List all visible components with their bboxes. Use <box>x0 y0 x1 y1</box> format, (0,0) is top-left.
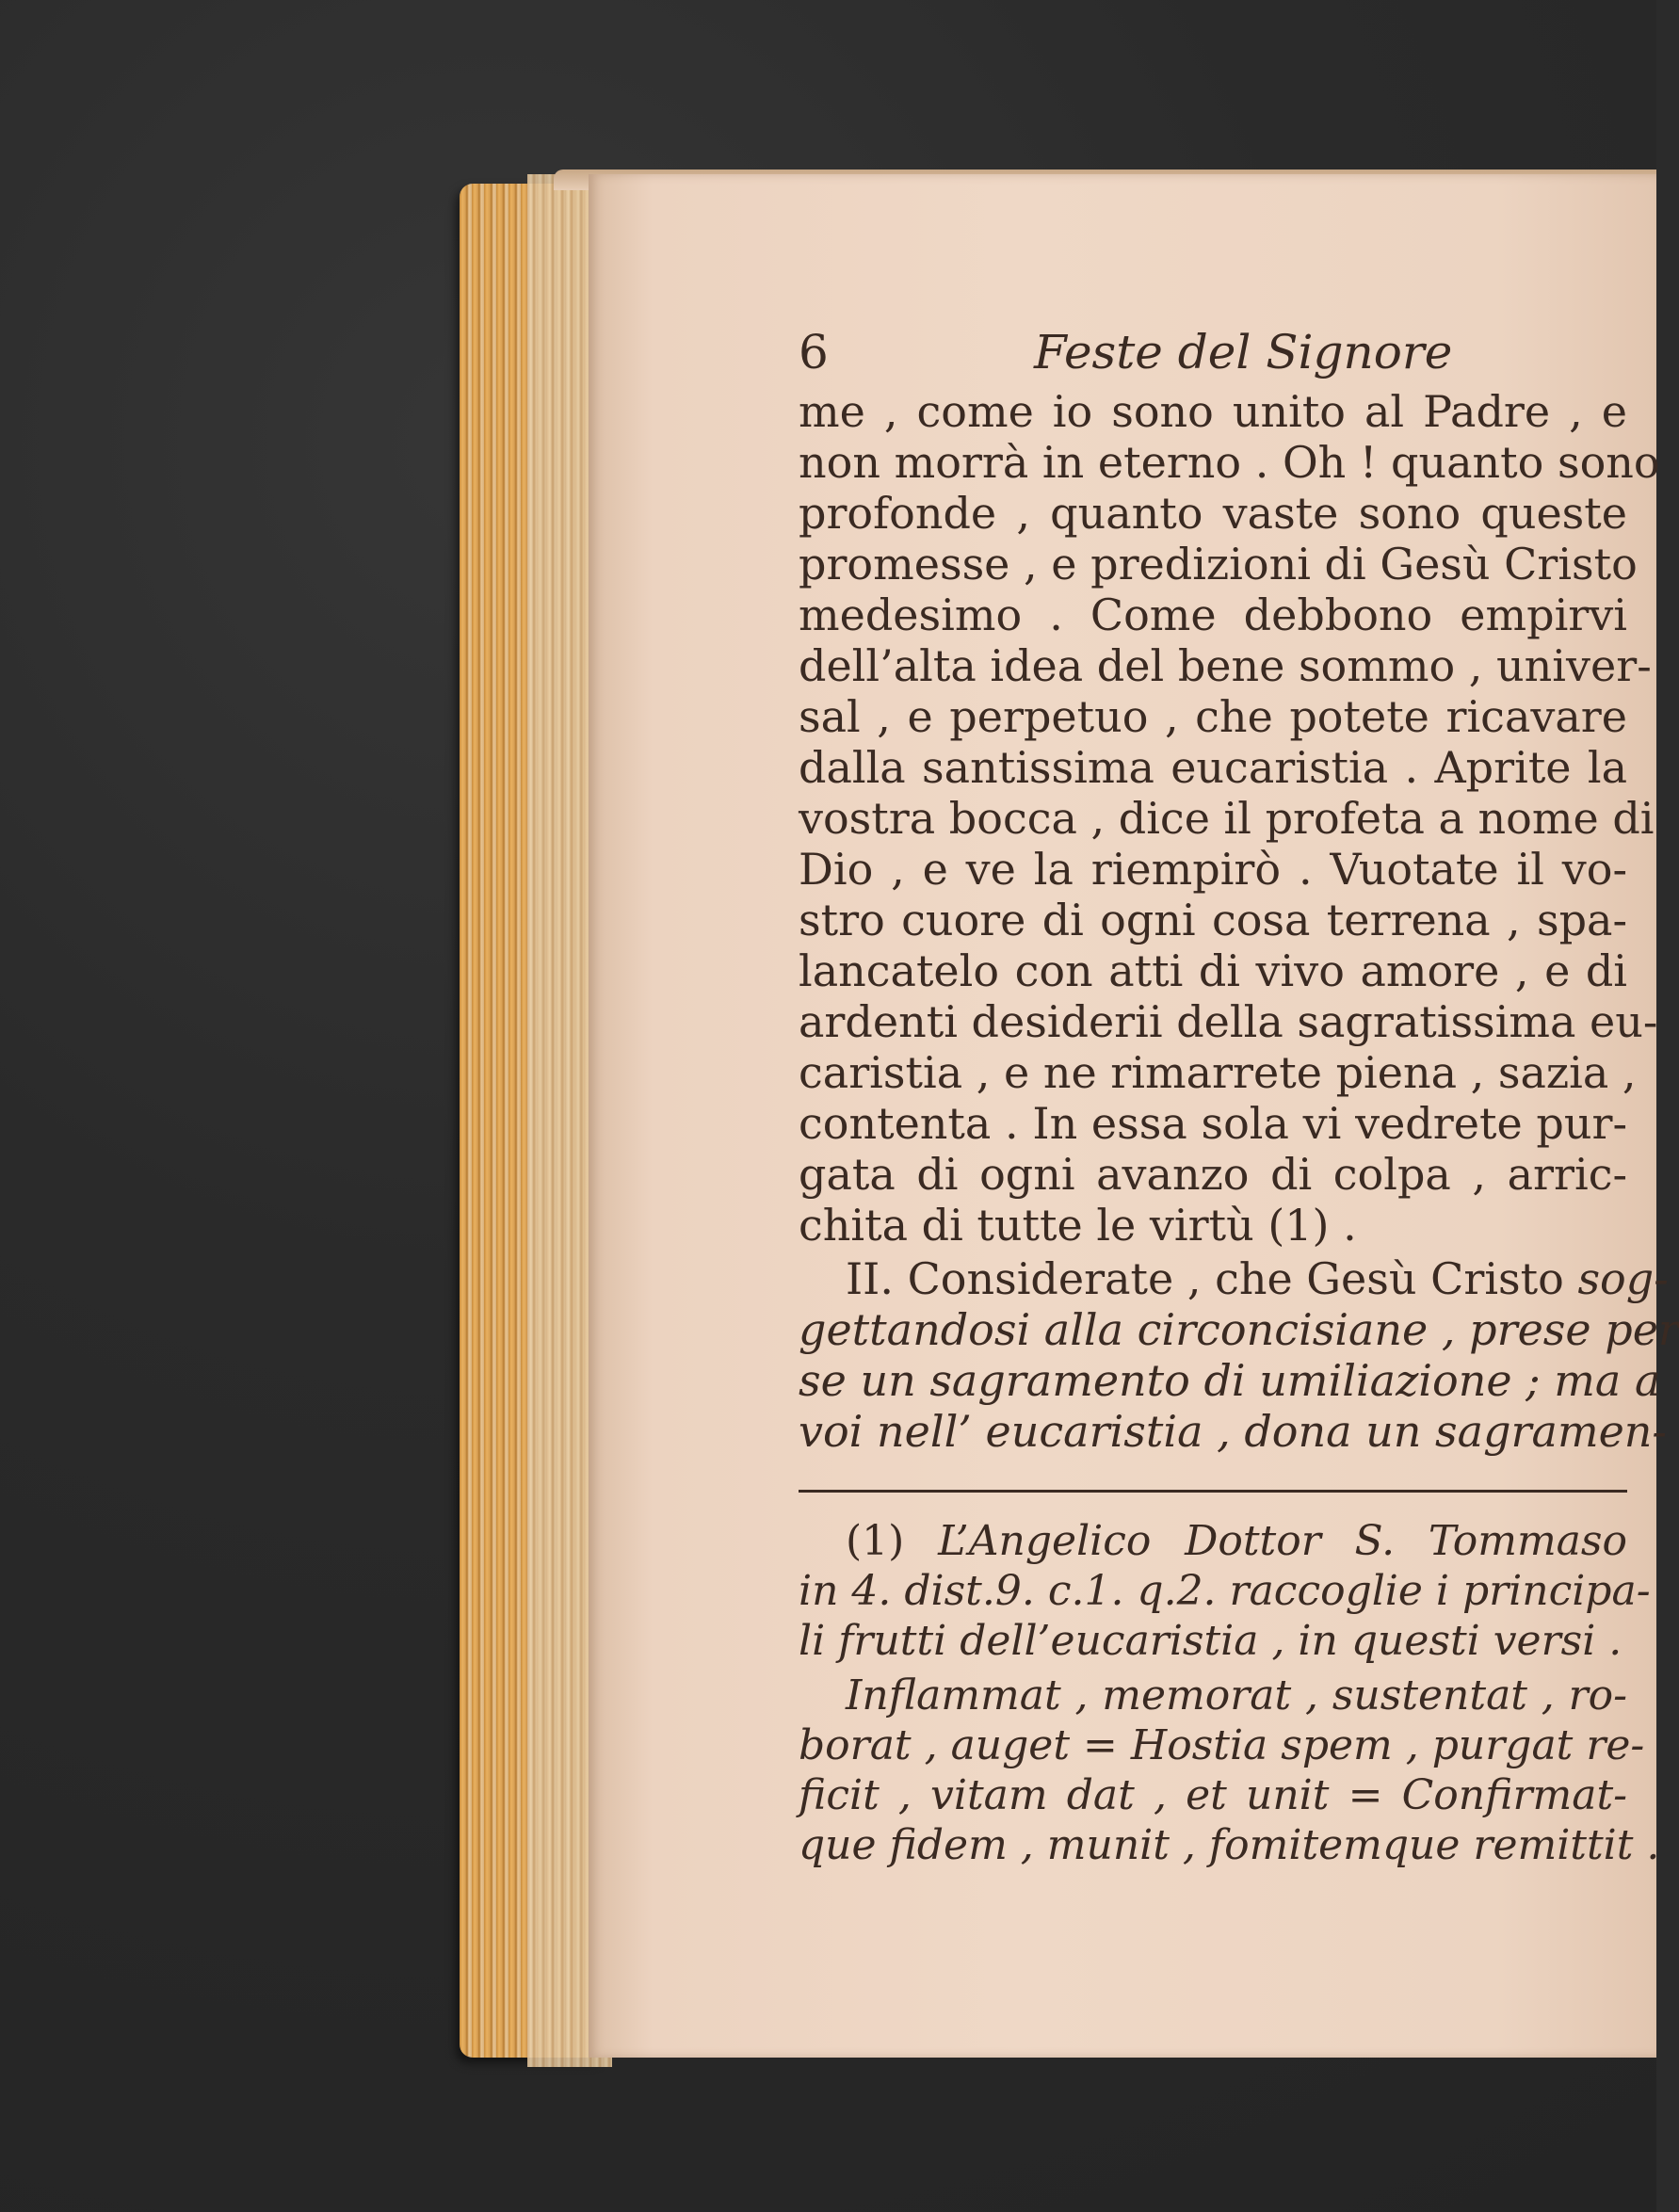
body-line: caristia , e ne rimarrete piena , sazia , <box>799 1047 1637 1098</box>
body-line: dell’alta idea del bene sommo , univer- <box>799 640 1652 691</box>
footnote-mark: (1) <box>846 1517 905 1565</box>
footnote-title: L’Angelico Dottor S. Tommaso <box>938 1517 1627 1565</box>
body-line: promesse , e predizioni di Gesù Cristo <box>799 539 1638 589</box>
footnote-verse: que fidem , munit , fomitemque remittit . <box>799 1821 1660 1869</box>
footnote-rule <box>799 1490 1627 1493</box>
footnote-line1 <box>846 1516 1627 1566</box>
body-line: medesimo . Come debbono empirvi <box>799 589 1627 640</box>
body-line: ardenti desiderii della sagratissima eu- <box>799 996 1658 1047</box>
footnote-verse: borat , auget = Hostia spem , purgat re- <box>799 1721 1645 1769</box>
body-line: contenta . In essa sola vi vedrete pur- <box>799 1098 1627 1149</box>
body-line: me , come io sono unito al Padre , e <box>799 386 1627 437</box>
running-title: Feste del Signore <box>1034 325 1453 379</box>
footnote-line: in 4. dist.9. c.1. q.2. raccoglie i principa- <box>799 1567 1651 1615</box>
body-line: non morrà in eterno . Oh ! quanto sono <box>799 437 1660 488</box>
body-line: gata di ogni avanzo di colpa , arric- <box>799 1149 1627 1200</box>
footnote-verse: ficit , vitam dat , et unit = Confirmat- <box>799 1771 1627 1819</box>
section-ii-line: gettandosi alla circoncisiane , prese per <box>799 1304 1679 1355</box>
section-ii-line: se un sagramento di umiliazione ; ma a <box>799 1355 1661 1406</box>
section-ii-line1 <box>846 1253 1669 1304</box>
body-line: vostra bocca , dice il profeta a nome di <box>799 793 1655 844</box>
body-line: sal , e perpetuo , che potete ricavare <box>799 691 1627 742</box>
body-line: lancatelo con atti di vivo amore , e di <box>799 945 1627 996</box>
body-line: stro cuore di ogni cosa terrena , spa- <box>799 895 1627 945</box>
footnote-verse: Inflammat , memorat , sustentat , ro- <box>846 1671 1627 1720</box>
body-line: chita di tutte le virtù (1) . <box>799 1200 1357 1251</box>
body-line: Dio , e ve la riempirò . Vuotate il vo- <box>799 844 1627 895</box>
footnote-line: li frutti dell’eucaristia , in questi versi . <box>799 1617 1622 1665</box>
page-number: 6 <box>799 325 829 379</box>
section-ii-italic-start: sog- <box>1577 1253 1669 1304</box>
section-ii-line: voi nell’ eucaristia , dona un sagramen- <box>799 1406 1667 1457</box>
section-ii-roman: II. Considerate , che Gesù Cristo <box>846 1253 1564 1304</box>
body-line: profonde , quanto vaste sono queste <box>799 488 1627 539</box>
body-line: dalla santissima eucaristia . Aprite la <box>799 742 1627 793</box>
